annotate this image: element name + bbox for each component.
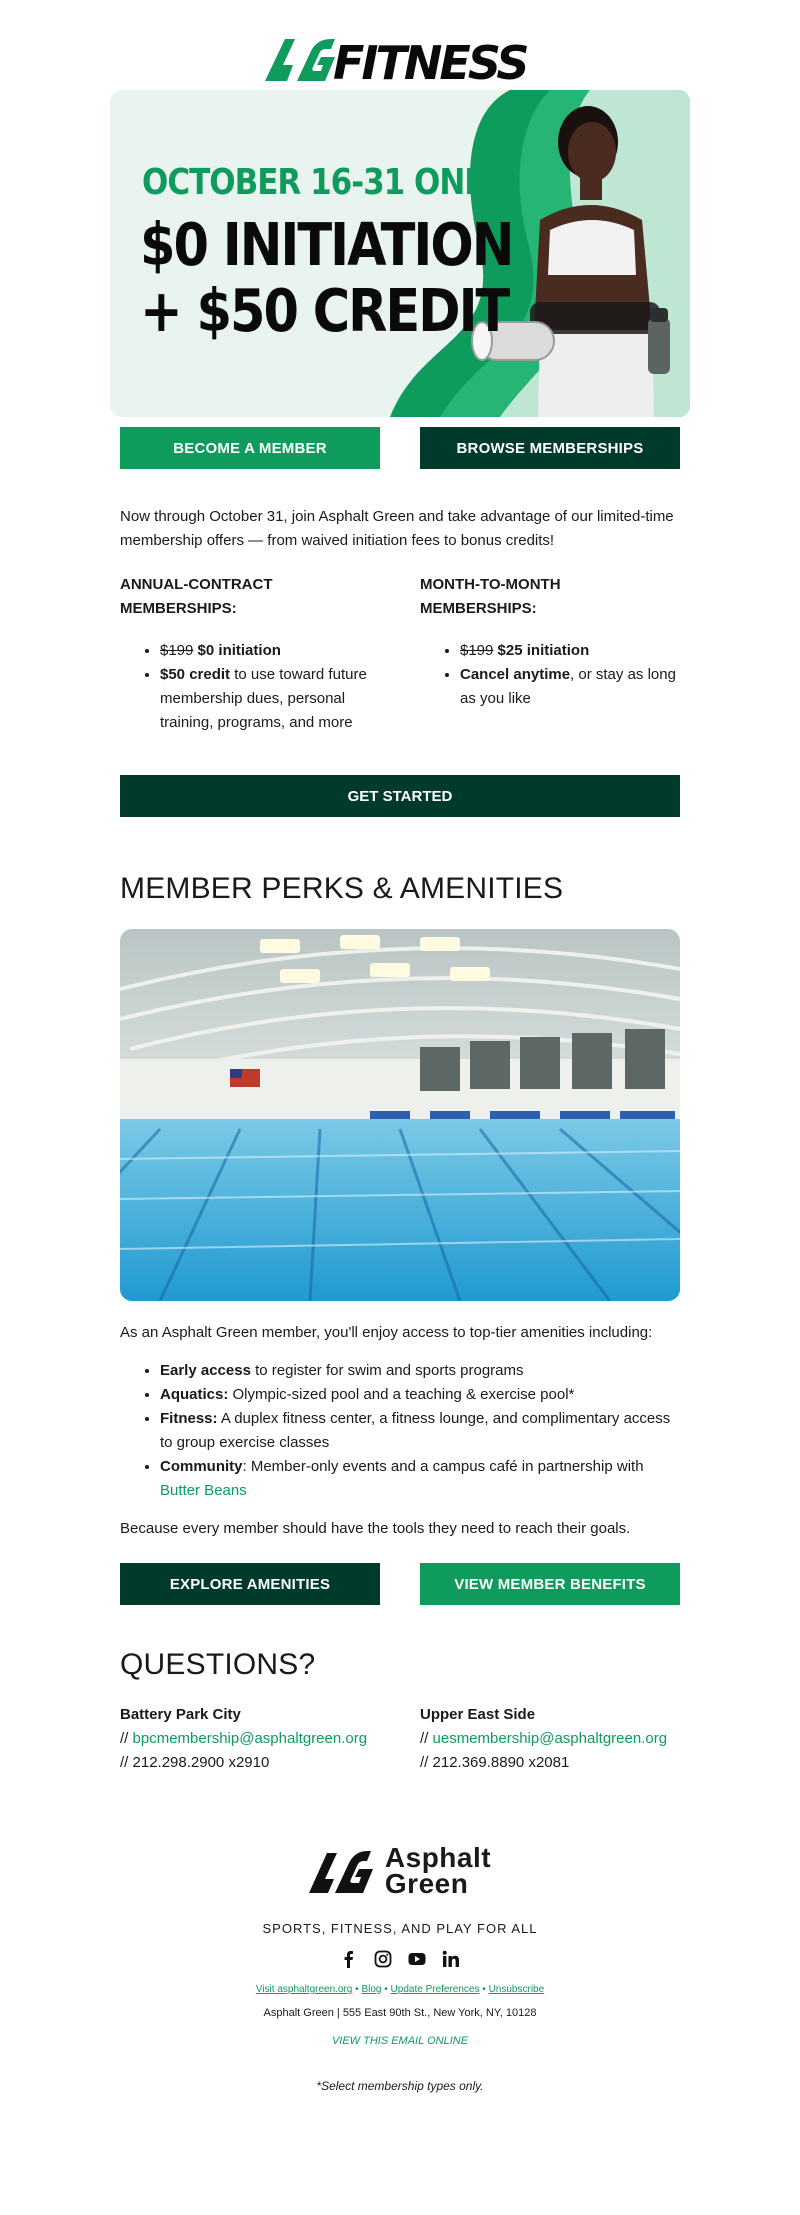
amenity-label: Fitness: (160, 1410, 218, 1427)
youtube-icon[interactable] (408, 1950, 426, 1968)
asphalt-green-logo[interactable] (0, 1842, 800, 1899)
intro-text: Now through October 31, join Asphalt Green and take advantage of our limited-time membership offers — from waived initiation fees to bonus credits! (120, 508, 674, 549)
credit-label: $50 credit (160, 666, 231, 683)
phone-number: 212.298.2900 x2910 (132, 1754, 270, 1771)
monthly-membership-column (420, 573, 680, 735)
ag-mark-icon (309, 1849, 373, 1893)
location-name: Battery Park City (120, 1706, 241, 1723)
cancel-description: , or stay as long as you like (460, 666, 676, 707)
view-online-link[interactable]: VIEW THIS EMAIL ONLINE (331, 2035, 469, 2047)
update-preferences-link[interactable]: Update Preferences (390, 1984, 480, 1995)
amenity-text: : Member-only events and a campus café in partnership with (242, 1458, 644, 1475)
footer-links (0, 1984, 800, 1995)
annual-membership-column (120, 573, 380, 735)
line-prefix: // (120, 1754, 133, 1771)
blog-link[interactable]: Blog (361, 1984, 382, 1995)
amenity-text: A duplex fitness center, a fitness lounge, and complimentary access to group exercise classes (160, 1410, 671, 1451)
view-member-benefits-button[interactable]: VIEW MEMBER BENEFITS (420, 1563, 680, 1605)
location-name: Upper East Side (420, 1706, 536, 1723)
logo-line-1: Asphalt (384, 1842, 492, 1873)
amenity-label: Aquatics: (160, 1386, 229, 1403)
agfitness-logo-icon (265, 37, 535, 83)
footer (0, 1842, 800, 2093)
phone-number: 212.369.8890 x2081 (432, 1754, 570, 1771)
questions-title: QUESTIONS? (120, 1648, 316, 1681)
list-item (160, 663, 380, 735)
list-item (460, 663, 680, 711)
social-links (0, 1950, 800, 1968)
logo-line-2: Green (384, 1868, 469, 1899)
visit-site-link[interactable]: Visit asphaltgreen.org (255, 1984, 353, 1995)
pool-image (120, 929, 680, 1301)
email-link[interactable]: uesmembership@asphaltgreen.org (432, 1730, 668, 1747)
hero-date-line: OCTOBER 16-31 ONLY: (142, 162, 509, 204)
become-member-button[interactable]: BECOME A MEMBER (120, 427, 380, 469)
monthly-membership-title: MONTH-TO-MONTH MEMBERSHIPS: (420, 576, 561, 617)
list-item (460, 639, 680, 663)
perks-title: MEMBER PERKS & AMENITIES (120, 872, 564, 905)
contact-upper-east-side (420, 1703, 680, 1775)
hero-headline-line1: $0 INITIATION (140, 212, 513, 280)
list-item (160, 1383, 680, 1407)
get-started-button[interactable]: GET STARTED (120, 775, 680, 817)
annual-membership-title: ANNUAL-CONTRACT MEMBERSHIPS: (120, 576, 273, 617)
pool-photo-icon (120, 929, 680, 1301)
perks-closing-text: Because every member should have the tools they need to reach their goals. (120, 1520, 631, 1537)
explore-amenities-button[interactable]: EXPLORE AMENITIES (120, 1563, 380, 1605)
linkedin-icon[interactable] (442, 1950, 460, 1968)
new-price: $0 initiation (197, 642, 281, 659)
butter-beans-link[interactable]: Butter Beans (160, 1482, 247, 1499)
contact-battery-park (120, 1703, 380, 1775)
list-item (160, 1455, 680, 1503)
separator: • (384, 1984, 388, 1995)
hero-headline-line2: + $50 CREDIT (140, 278, 509, 346)
list-item (160, 1407, 680, 1455)
svg-text:FITNESS: FITNESS (333, 37, 527, 83)
line-prefix: // (420, 1730, 433, 1747)
amenity-text: to register for swim and sports programs (250, 1362, 524, 1379)
facebook-icon[interactable] (340, 1950, 358, 1968)
line-prefix: // (420, 1754, 433, 1771)
new-price: $25 initiation (497, 642, 590, 659)
browse-memberships-button[interactable]: BROWSE MEMBERSHIPS (420, 427, 680, 469)
separator: • (355, 1984, 359, 1995)
footnote: *Select membership types only. (316, 2079, 484, 2093)
instagram-icon[interactable] (374, 1950, 392, 1968)
footer-address: Asphalt Green | 555 East 90th St., New York, NY, 10128 (263, 2007, 537, 2019)
amenity-label: Early access (160, 1362, 251, 1379)
separator: • (482, 1984, 486, 1995)
list-item (160, 639, 380, 663)
hero-banner[interactable] (110, 90, 690, 417)
amenity-label: Community (160, 1458, 243, 1475)
amenity-text: Olympic-sized pool and a teaching & exercise pool* (228, 1386, 575, 1403)
credit-description: to use toward future membership dues, personal training, programs, and more (160, 666, 367, 731)
line-prefix: // (120, 1730, 133, 1747)
unsubscribe-link[interactable]: Unsubscribe (488, 1984, 545, 1995)
old-price: $199 (460, 642, 494, 659)
old-price: $199 (160, 642, 194, 659)
agfitness-logo[interactable] (0, 0, 800, 90)
footer-tagline: SPORTS, FITNESS, AND PLAY FOR ALL (262, 1921, 538, 1936)
list-item (160, 1359, 680, 1383)
email-link[interactable]: bpcmembership@asphaltgreen.org (132, 1730, 368, 1747)
amenities-intro: As an Asphalt Green member, you'll enjoy access to top-tier amenities including: (120, 1324, 653, 1341)
cancel-label: Cancel anytime (460, 666, 571, 683)
